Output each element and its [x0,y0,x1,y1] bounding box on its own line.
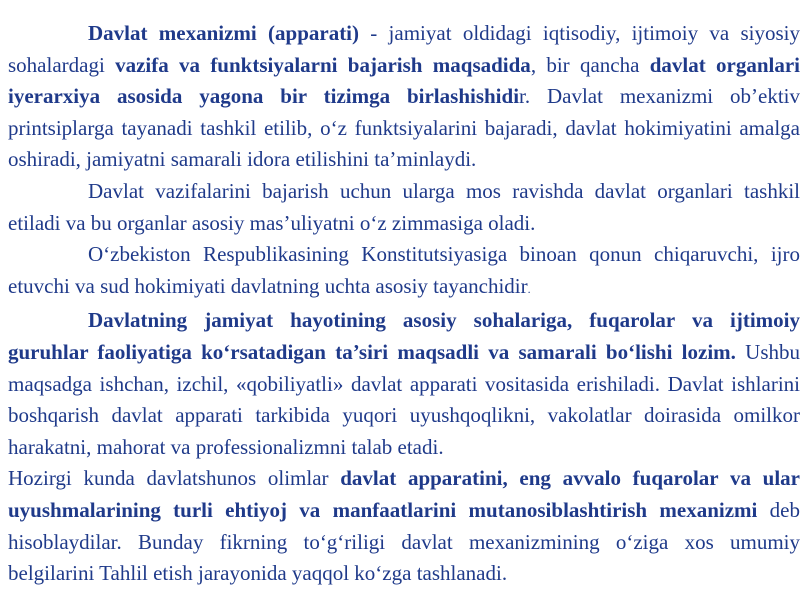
paragraph-scholars-view [8,463,800,589]
text-run: , bir qancha [530,52,650,77]
text-run: Davlat vazifalarini bajarish uchun ularga mos ravishda davlat organlari tashkil etiladi va bu organlar asosiy mas’uliyatni o‘z zimmasiga oladi. [8,178,800,235]
bold-text-run: vazifa va funktsiyalarni bajarish maqsadida [115,52,531,77]
bold-text-run: davlat apparatini, eng avvalo fuqarolar va ular uyushmalarining turli ehtiyoj va manfaatlarini mutanosiblashtirish mexanizmi [8,466,800,522]
bold-text-run: davlat organlari iyerarxiya asosida yagona bir tizimga birlashishidi [8,52,800,109]
paragraph-state-mechanism-definition [8,18,800,176]
bold-text-run: Davlatning jamiyat hayotining asosiy sohalariga, fuqarolar va ijtimoiy guruhlar faoliyatiga ko‘rsatadigan ta’siri maqsadli va samarali bo‘lishi lozim. [8,308,800,364]
text-run: Hozirgi kunda davlatshunos olimlar [8,466,341,491]
text-run: Ushbu maqsadga ishchan, izchil, «qobiliyatli» davlat apparati vositasida erishiladi. Davlat ishlarini boshqarish davlat apparati tarkibida yuqori uyushqoqlikni, vakolatlar doirasida omilkor harakatni, mahorat va professionalizmni talab etadi. [8,339,800,459]
text-run: deb hisoblaydilar. Bunday fikrning to‘g‘riligi davlat mexanizmining o‘ziga xos umumiy belgilarini Tahlil etish jarayonida yaqqol ko‘zga tashlanadi. [8,497,800,586]
text-run: O‘zbekiston Respublikasining Konstitutsiyasiga binoan qonun chiqaruvchi, ijro etuvchi va sud hokimiyati davlatning uchta asosiy tayanchidir [8,242,800,298]
text-run: - jamiyat oldidagi iqtisodiy, ijtimoiy va siyosiy sohalardagi [8,21,800,77]
text-run: r. Davlat mexanizmi ob’ektiv printsiplarga tayanadi tashkil etilib, o‘z funktsiyalarini bajaradi, davlat hokimiyatini amalga oshiradi, jamiyatni samarali idora etilishini ta’minlaydi. [8,84,800,172]
document-body [8,18,800,590]
paragraph-state-influence [8,305,800,463]
bold-text-run: Davlat mexanizmi (apparati) [88,21,360,45]
paragraph-state-organs [8,176,800,239]
paragraph-constitution-branches [8,239,800,305]
text-run: . [527,281,531,296]
